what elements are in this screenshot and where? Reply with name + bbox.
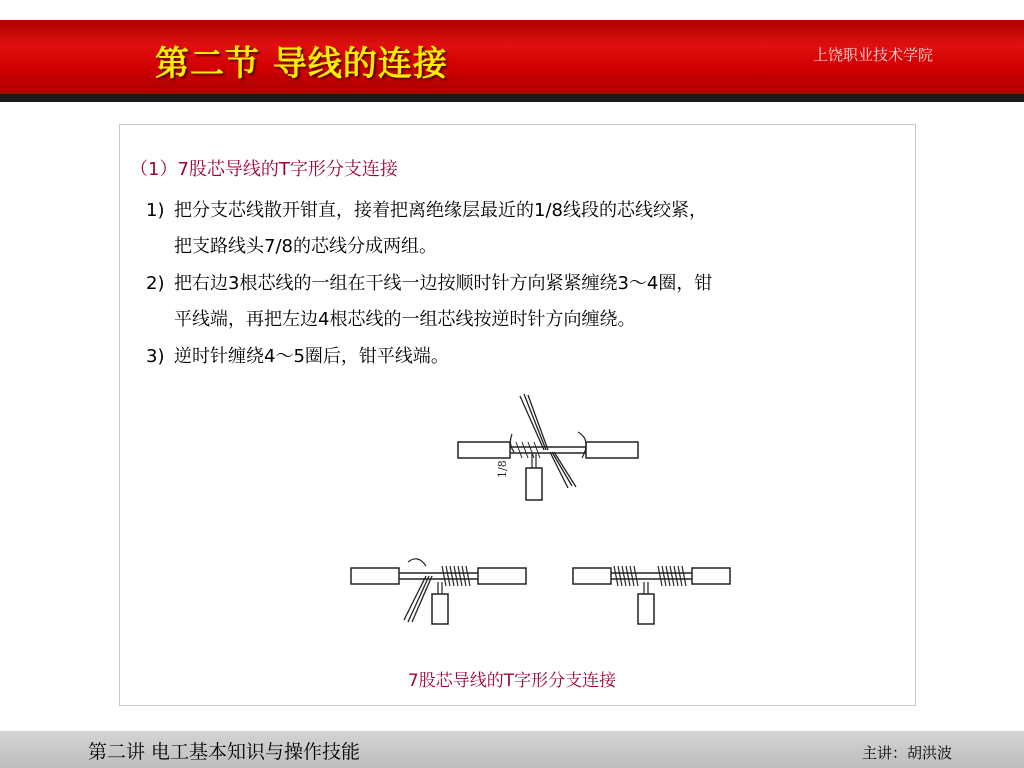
lecturer-name: 主讲：胡洪波: [862, 744, 953, 762]
step-1-text: 把分支芯线散开钳直，接着把离绝缘层最近的1/8线段的芯线绞紧，: [174, 200, 707, 221]
step-2-line-2: 平线端，再把左边4根芯线的一组芯线按逆时针方向缠绕。: [174, 309, 636, 330]
slide-title: 第二节 导线的连接: [155, 44, 448, 84]
top-margin: [0, 0, 1024, 20]
step-1-line-1: [146, 196, 707, 222]
diagram-step-1: [450, 392, 735, 502]
step-2-number: 2): [146, 273, 165, 294]
figure-caption: 7股芯导线的T字形分支连接: [407, 671, 617, 691]
step-3-number: 3): [146, 346, 165, 367]
left-insulation: [458, 442, 510, 458]
right-insulation: [586, 442, 638, 458]
step-2-text: 把右边3根芯线的一组在干线一边按顺时针方向紧紧缠绕3～4圈，钳: [174, 273, 713, 294]
dimension-label: 1/8: [496, 460, 509, 478]
lecture-title: 第二讲 电工基本知识与操作技能: [88, 741, 361, 763]
header-divider: [0, 94, 1024, 102]
branch-insulation: [526, 468, 542, 500]
step-3-text: 逆时针缠绕4～5圈后，钳平线端。: [174, 346, 449, 367]
step-1-number: 1): [146, 200, 165, 221]
diagram-step-2: [346, 548, 531, 628]
institution-name: 上饶职业技术学院: [813, 46, 934, 64]
diagram-step-3: [570, 548, 735, 628]
step-2-line-1: [146, 269, 712, 295]
step-3-line-1: [146, 342, 449, 368]
step-1-line-2: 把支路线头7/8的芯线分成两组。: [174, 236, 437, 257]
section-heading: （1）7股芯导线的T字形分支连接: [130, 159, 398, 180]
